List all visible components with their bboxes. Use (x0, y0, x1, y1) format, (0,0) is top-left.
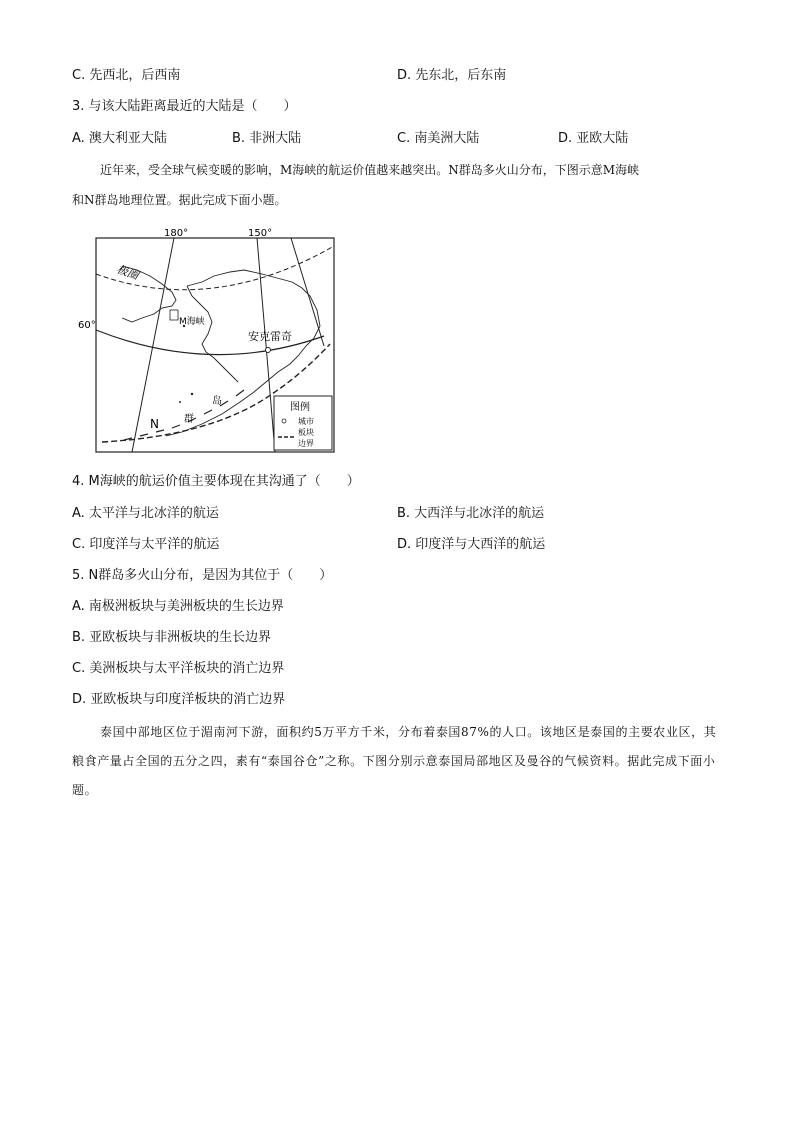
label-180: 180° (164, 228, 189, 239)
legend-plate-label-1: 板块 (298, 428, 314, 437)
question-4-stem: 4. M海峡的航运价值主要体现在其沟通了（ ） (72, 474, 360, 489)
label-60: 60° (78, 320, 96, 331)
label-island-n: N (150, 417, 159, 431)
island-dot (191, 393, 193, 395)
legend-city-label: 城市 (298, 417, 314, 426)
bering-strait-map (62, 226, 338, 460)
label-city: 安克雷奇 (248, 330, 292, 343)
intro-2-text: 泰国中部地区位于湄南河下游，面积约5万平方千米，分布着泰国87%的人口。该地区是泰国的主要农业区，其粮食产量占全国的五分之四，素有“泰国谷仓”之称。下图分别示意泰国局部地区及曼谷的气候资料。据此完成下面小题。 (72, 725, 717, 797)
intro-1-line-2: 和N群岛地理位置。据此完成下面小题。 (72, 193, 287, 207)
city-anchorage-marker (266, 348, 271, 353)
legend-plate-label-2: 边界 (298, 439, 314, 448)
q4-option-d: D. 印度洋与大西洋的航运 (397, 537, 546, 552)
q2-option-d: D. 先东北，后东南 (397, 68, 507, 83)
q3-option-b: B. 非洲大陆 (232, 131, 302, 146)
q2-option-c: C. 先西北，后西南 (72, 68, 181, 83)
label-island-1: 岛 (212, 396, 222, 407)
q5-option-a: A. 南极洲板块与美洲板块的生长边界 (72, 599, 284, 614)
q4-option-c: C. 印度洋与太平洋的航运 (72, 537, 220, 552)
island-dot (179, 401, 181, 403)
q3-option-d: D. 亚欧大陆 (558, 131, 629, 146)
intro-1-line-1: 近年来，受全球气候变暖的影响，M海峡的航运价值越来越突出。N群岛多火山分布，下图示意M海峡 (100, 163, 640, 177)
q5-option-d: D. 亚欧板块与印度洋板块的消亡边界 (72, 692, 286, 707)
question-3-stem: 3. 与该大陆距离最近的大陆是（ ） (72, 99, 297, 114)
legend-city-symbol (282, 419, 286, 423)
q4-option-b: B. 大西洋与北冰洋的航运 (397, 506, 545, 521)
question-5-stem: 5. N群岛多火山分布，是因为其位于（ ） (72, 568, 333, 583)
label-150: 150° (248, 228, 273, 239)
q5-option-b: B. 亚欧板块与非洲板块的生长边界 (72, 630, 272, 645)
intro-2-paragraph (72, 718, 724, 805)
q5-option-c: C. 美洲板块与太平洋板块的消亡边界 (72, 661, 285, 676)
label-polar-circle: 极圈 (114, 262, 141, 283)
legend-title: 图例 (290, 402, 310, 413)
q4-option-a: A. 太平洋与北冰洋的航运 (72, 506, 219, 521)
q3-option-c: C. 南美洲大陆 (397, 131, 480, 146)
label-island-2: 群 (184, 414, 194, 425)
q3-option-a: A. 澳大利亚大陆 (72, 131, 167, 146)
label-strait: M海峡 (179, 317, 205, 327)
